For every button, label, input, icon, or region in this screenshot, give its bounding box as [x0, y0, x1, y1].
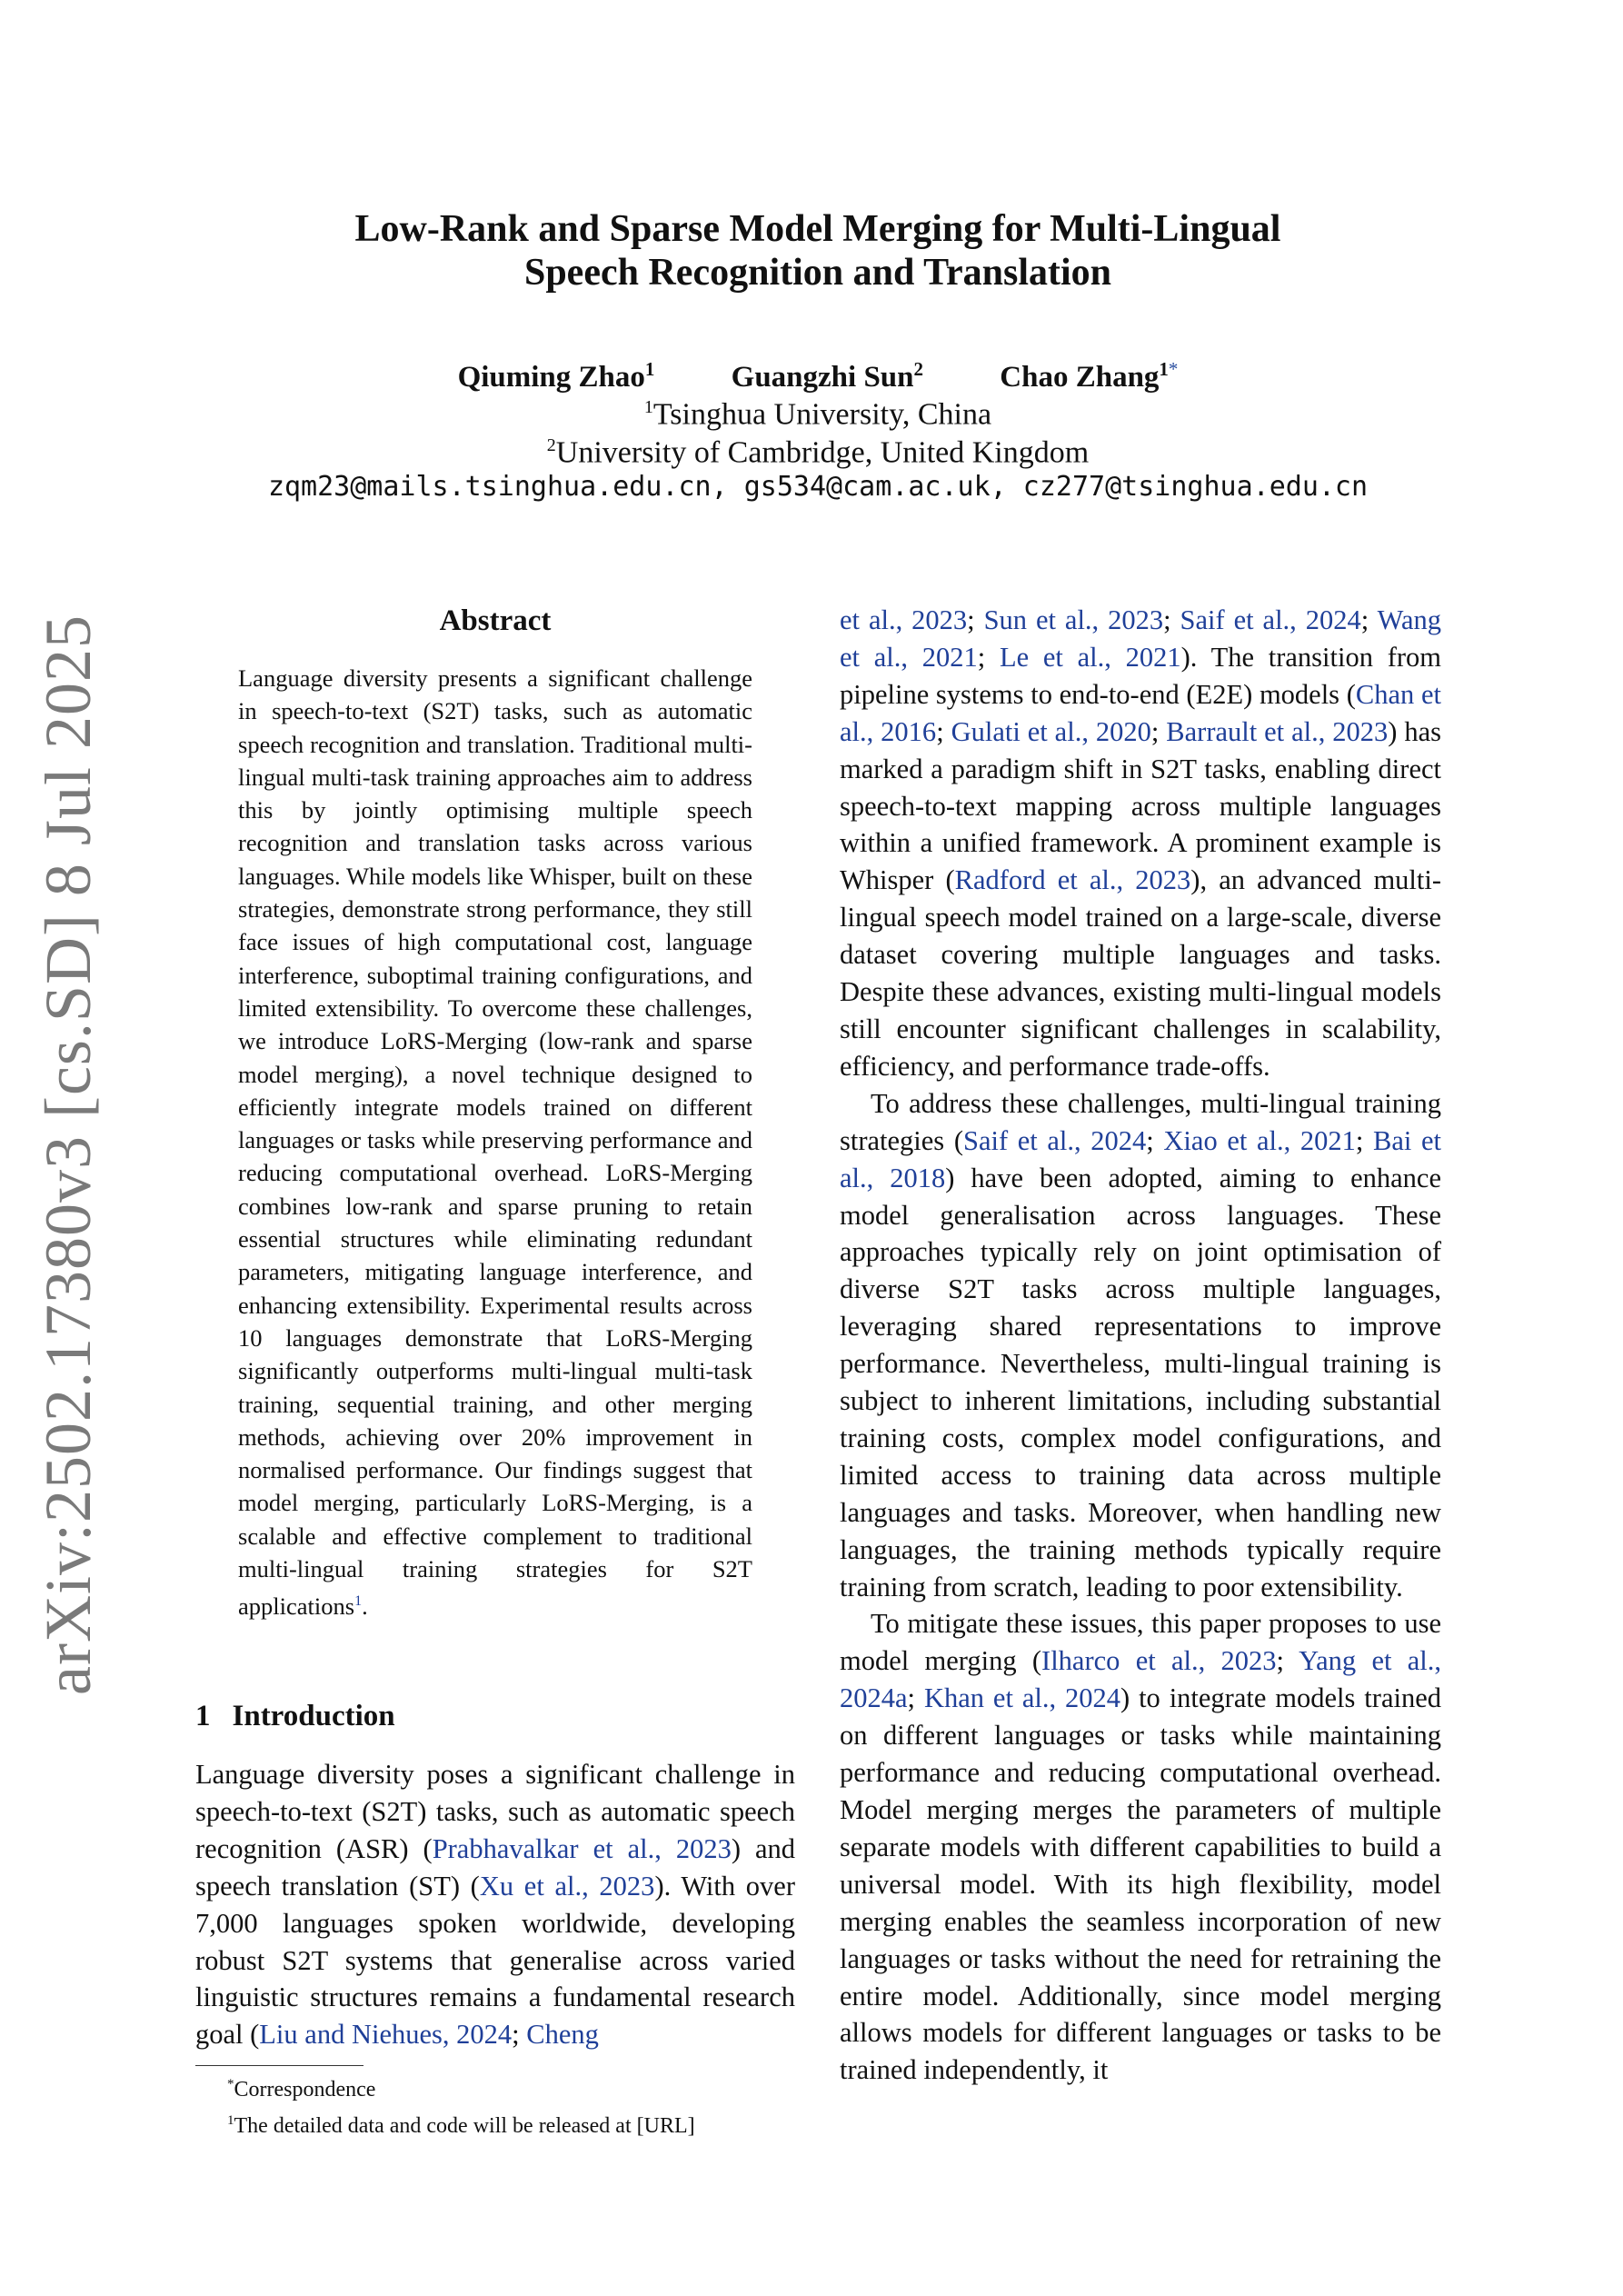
arxiv-identifier: arXiv:2502.17380v3 [cs.SD] 8 Jul 2025: [31, 614, 105, 1695]
citation-link[interactable]: Prabhavalkar et al., 2023: [432, 1832, 732, 1864]
citation-link[interactable]: Saif et al., 2024: [1180, 604, 1361, 635]
author-3: Chao Zhang$^{1*}$: [1000, 358, 1179, 394]
citation-link[interactable]: et al., 2023: [840, 604, 968, 635]
citation-link[interactable]: Sun et al., 2023: [983, 604, 1164, 635]
affiliation-1: $^1$Tsinghua University, China: [643, 397, 992, 432]
section-heading-introduction: [195, 1700, 395, 1733]
intro-paragraph-continued: et al., 2023; Sun et al., 2023; Saif et al., 2024; Wang et al., 2021; Le et al., 2021). The transition from pipeline systems to end-to-end (E2E) models (Chan et al., 2016; Gulati et al., 2020; Barrault et al., 2023) has marked a paradigm shift in S2T tasks, enabling direct speech-to-text mapping across multiple languages within a unified framework. A prominent example is Whisper (Radford et al., 2023), an advanced multi-lingual speech model trained on a large-scale, diverse dataset covering multiple languages and tasks. Despite these advances, existing multi-lingual models still encounter significant challenges in scalability, efficiency, and performance trade-offs.: [840, 604, 1442, 1082]
footnote-correspondence: *Correspondence: [227, 2077, 376, 2101]
model-merging-paragraph: To mitigate these issues, this paper proposes to use model merging (Ilharco et al., 2023; Yang et al., 2024a; Khan et al., 2024) to integrate models trained on different languages or tasks while maintaining performance and reducing computational overhead. Model merging merges the parameters of multiple separate models with different capabilities to build a universal model. With its high flexibility, model merging enables the seamless incorporation of new languages or tasks without the need for retraining the entire model. Additionally, since model merging allows models for different languages or tasks to be trained independently, it: [840, 1608, 1441, 2086]
footnote-divider: [195, 2065, 363, 2066]
citation-link[interactable]: Cheng: [526, 2019, 599, 2051]
author-2: Guangzhi Sun$^2$: [731, 358, 924, 394]
paper-title-line-1: Low-Rank and Sparse Model Merging for Multi-Lingual: [354, 208, 1281, 250]
citation-link[interactable]: Liu and Niehues, 2024: [259, 2019, 513, 2051]
citation-link[interactable]: Wang et al., 2021: [840, 604, 1441, 673]
section-number: 1: [195, 1700, 211, 1732]
section-title: Introduction: [232, 1700, 395, 1732]
author-1: Qiuming Zhao$^1$: [457, 358, 655, 394]
paper-title: [195, 207, 1440, 294]
citation-link[interactable]: Radford et al., 2023: [954, 864, 1191, 896]
citation-link[interactable]: Bai et al., 2018: [840, 1124, 1441, 1193]
citation-link[interactable]: Xiao et al., 2021: [1163, 1124, 1356, 1156]
footnotes: [195, 2069, 795, 2141]
paper-title-line-2: Speech Recognition and Translation: [523, 252, 1112, 294]
abstract-body: Language diversity presents a significant challenge in speech-to-text (S2T) tasks, such as automatic speech recognition and translation. Traditional multi-lingual multi-task training approaches aim to address this by jointly optimising multiple speech recognition and translation tasks across various languages. While models like Whisper, built on these strategies, demonstrate strong performance, they still face issues of high computational cost, language interference, suboptimal training configurations, and limited extensibility. To overcome these challenges, we introduce LoRS-Merging (low-rank and sparse model merging), a novel technique designed to efficiently integrate models trained on different languages or tasks while preserving performance and reducing computational overhead. LoRS-Merging combines low-rank and sparse pruning to retain essential structures while eliminating redundant parameters, mitigating language interference, and enhancing extensibility. Experimental results across 10 languages demonstrate that LoRS-Merging significantly outperforms multi-lingual multi-task training, sequential training, and other merging methods, achieving over 20% improvement in normalised performance. Our findings suggest that model merging, particularly LoRS-Merging, is a scalable and effective complement to traditional multi-lingual training strategies for S2T applications$^1$.: [238, 664, 752, 1621]
right-column: [840, 602, 1441, 2089]
correspondence-mark[interactable]: *: [1168, 358, 1179, 380]
footnote-data-release: $^1$The detailed data and code will be released at [URL]: [227, 2113, 695, 2138]
footnote-1-link[interactable]: 1: [354, 1593, 363, 1610]
citation-link[interactable]: Le et al., 2021: [999, 641, 1181, 673]
citation-link[interactable]: Chan et al., 2016: [840, 678, 1441, 747]
intro-paragraph: Language diversity poses a significant challenge in speech-to-text (S2T) tasks, such as automatic speech recognition (ASR) (Prabhavalkar et al., 2023) and speech translation (ST) (Xu et al., 2023). With over 7,000 languages spoken worldwide, developing robust S2T systems that generalise across varied linguistic structures remains a fundamental research goal (Liu and Niehues, 2024; Cheng: [195, 1759, 795, 2051]
citation-link[interactable]: Saif et al., 2024: [962, 1124, 1147, 1156]
abstract-heading: Abstract: [439, 604, 552, 637]
citation-link[interactable]: Khan et al., 2024: [923, 1682, 1120, 1714]
citation-link[interactable]: Barrault et al., 2023: [1166, 715, 1389, 747]
citation-link[interactable]: Xu et al., 2023: [479, 1870, 655, 1902]
author-emails: zqm23@mails.tsinghua.edu.cn, gs534@cam.ac.uk, cz277@tsinghua.edu.cn: [267, 471, 1369, 503]
arxiv-sidebar-stamp: [18, 614, 118, 1695]
citation-link[interactable]: Yang et al., 2024a: [840, 1645, 1441, 1714]
multilingual-training-paragraph: To address these challenges, multi-lingual training strategies (Saif et al., 2024; Xiao et al., 2021; Bai et al., 2018) have been adopted, aiming to enhance model generalisation across languages. These approaches typically rely on joint optimisation of diverse S2T tasks across multiple languages, leveraging shared representations to improve performance. Nevertheless, multi-lingual training is subject to inherent limitations, including substantial training costs, complex model configurations, and limited access to training data across multiple languages and tasks. Moreover, when handling new languages, the training methods typically require training from scratch, leading to poor extensibility.: [840, 1087, 1442, 1602]
citation-link[interactable]: Gulati et al., 2020: [951, 715, 1151, 747]
affiliation-2: $^2$University of Cambridge, United Kingdom: [546, 435, 1090, 470]
citation-link[interactable]: Ilharco et al., 2023: [1041, 1645, 1277, 1677]
